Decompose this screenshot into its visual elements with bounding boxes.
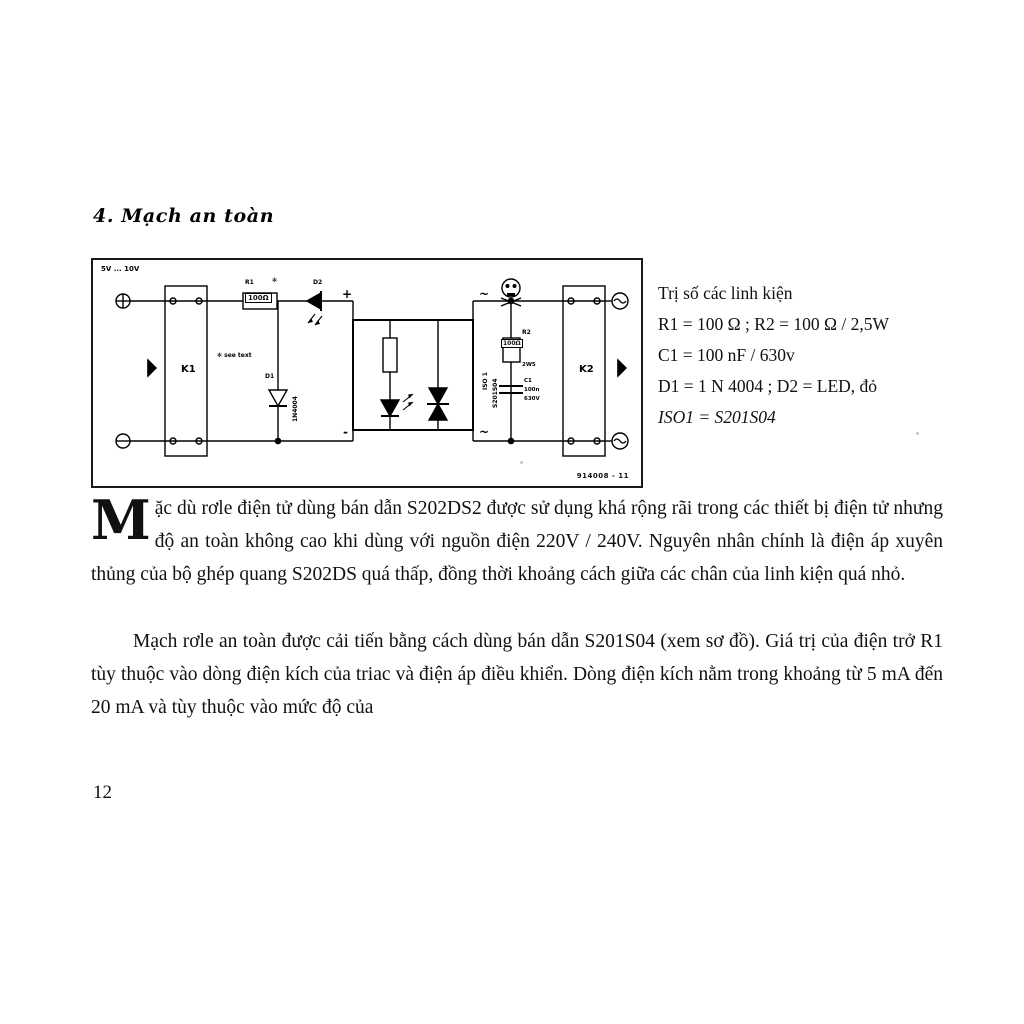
- iso1-type-label: S201S04: [492, 378, 499, 408]
- parts-list-line-3: D1 = 1 N 4004 ; D2 = LED, đỏ: [658, 376, 878, 396]
- r2-ref-label: R2: [522, 329, 531, 336]
- ac-right-label: ~: [479, 425, 490, 439]
- d1-value-label: 1N4004: [292, 396, 299, 422]
- dc-plus-label: +: [342, 287, 353, 301]
- k1-label: K1: [181, 364, 196, 375]
- parts-list-line-4: ISO1 = S201S04: [658, 407, 776, 427]
- page-number: 12: [93, 782, 112, 803]
- k2-label: K2: [579, 364, 594, 375]
- parts-list: [658, 278, 958, 433]
- parts-list-title: Trị số các linh kiện: [658, 283, 793, 303]
- drop-cap: M: [91, 488, 151, 552]
- r2-power-label: 2W5: [522, 362, 536, 368]
- c1-ref-label: C1: [524, 378, 532, 384]
- circuit-diagram-canvas: [93, 260, 641, 486]
- d1-ref-label: D1: [265, 373, 275, 380]
- body-paragraph-2: Mạch rơle an toàn được cải tiến bằng cách dùng bán dẫn S201S04 (xem sơ đồ). Giá trị của điện trở R1 tùy thuộc vào dòng điện kích của triac và điện áp điều khiển. Dòng điện kích nằm trong khoảng từ 5 mA đến 20 mA và tùy thuộc vào mức độ của: [91, 631, 943, 718]
- figure-code: 914008 - 11: [576, 472, 629, 480]
- c1-value-label: 100n: [524, 387, 540, 393]
- paper-speck: [916, 432, 919, 435]
- circuit-schematic-svg: [93, 260, 641, 486]
- d2-ref-label: D2: [313, 279, 323, 286]
- c1-voltage-label: 630V: [524, 396, 540, 402]
- dc-minus-label: -: [343, 425, 348, 439]
- page-title: 4. Mạch an toàn: [93, 205, 275, 227]
- r1-value-label: 100Ω: [245, 293, 272, 303]
- circuit-diagram-figure: [91, 258, 643, 488]
- body-paragraph-1-wrapper: [91, 488, 943, 591]
- see-text-note: ✻ see text: [217, 352, 252, 359]
- asterisk-marker: ✻: [272, 277, 278, 284]
- r1-ref-label: R1: [245, 279, 254, 286]
- paper-speck: [520, 461, 523, 464]
- ac-left-label: ~: [479, 287, 490, 301]
- body-paragraph-1: ặc dù rơle điện tử dùng bán dẫn S202DS2 được sử dụng khá rộng rãi trong các thiết bị điện tử nhưng độ an toàn không cao khi dùng với nguồn điện 220V / 240V. Nguyên nhân chính là điện áp xuyên thủng của bộ ghép quang S202DS quá thấp, đồng thời khoảng cách giữa các chân của linh kiện quá nhỏ.: [91, 498, 943, 585]
- parts-list-line-2: C1 = 100 nF / 630v: [658, 345, 795, 365]
- supply-label: 5V ... 10V: [101, 265, 140, 273]
- iso1-label: ISO 1: [482, 372, 489, 390]
- r2-value-label: 100Ω: [503, 340, 521, 347]
- parts-list-line-1: R1 = 100 Ω ; R2 = 100 Ω / 2,5W: [658, 314, 889, 334]
